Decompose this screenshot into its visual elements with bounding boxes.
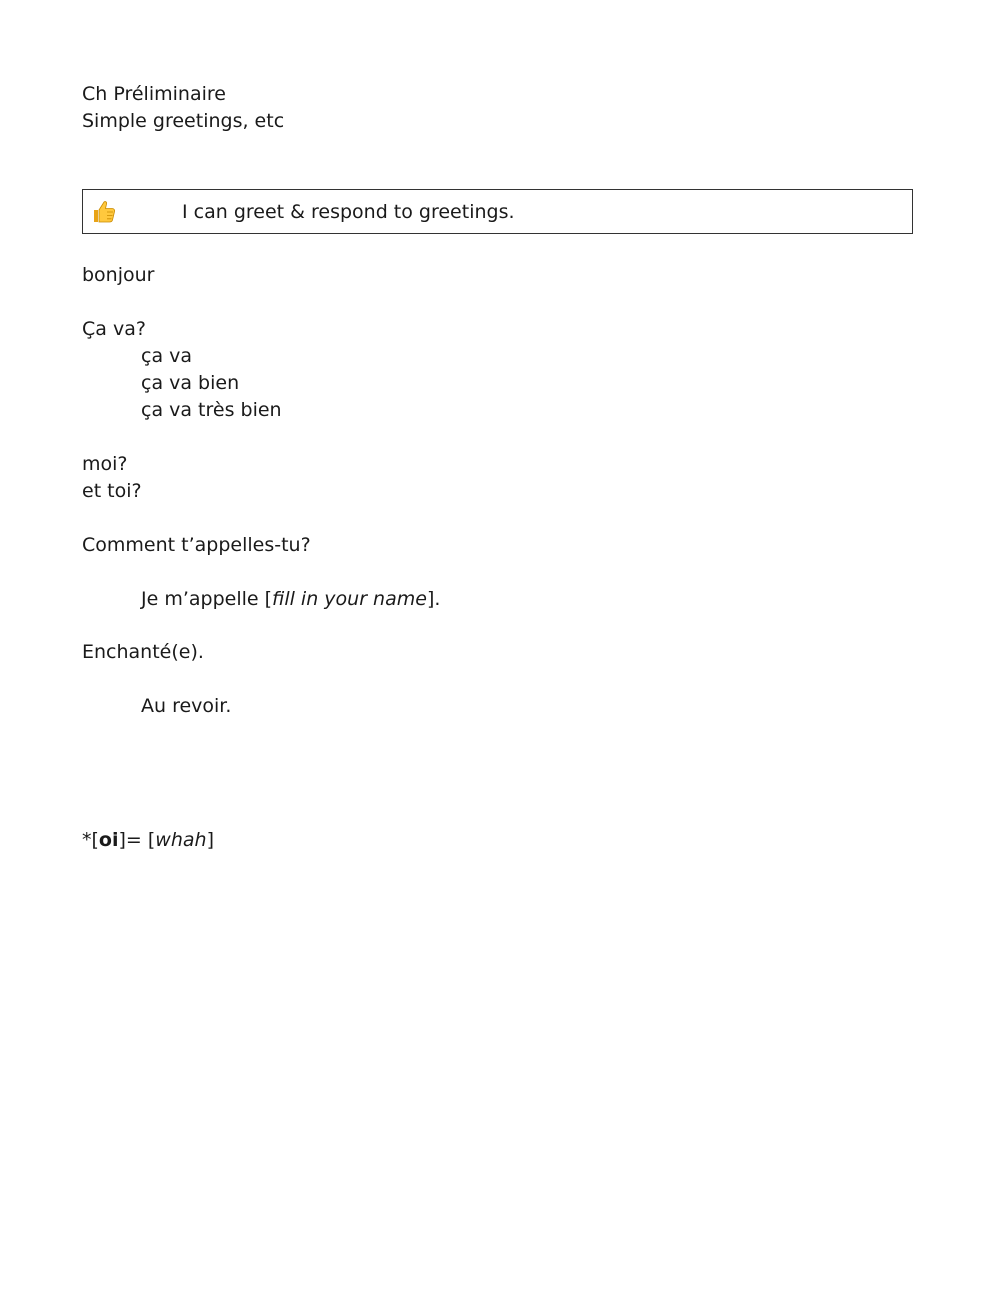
fill-in-name-placeholder: fill in your name [272,588,427,610]
note-middle: ]= [ [118,829,156,851]
pronunciation-note [82,828,214,852]
je-mappelle-prefix: Je m’appelle [ [141,588,273,610]
phrase-enchante: Enchanté(e). [82,641,204,663]
note-italic: whah [155,829,207,851]
response-item: ça va très bien [141,399,282,421]
thumbs-up-icon [91,199,117,225]
response-item: ça va bien [141,372,240,394]
phrase-et-toi: et toi? [82,480,142,502]
learning-goal-text: I can greet & respond to greetings. [182,201,515,223]
phrase-au-revoir: Au revoir. [141,695,232,717]
note-suffix: ] [206,829,214,851]
note-prefix: *[ [82,829,99,851]
phrase-je-mappelle [141,587,440,611]
chapter-subtitle: Simple greetings, etc [82,110,285,132]
note-bold: oi [98,829,119,851]
phrase-bonjour: bonjour [82,264,155,286]
phrase-moi: moi? [82,453,128,475]
je-mappelle-suffix: ]. [426,588,441,610]
response-item: ça va [141,345,193,367]
chapter-title: Ch Préliminaire [82,83,226,105]
learning-goal-box [82,189,913,234]
phrase-comment: Comment t’appelles-tu? [82,534,311,556]
phrase-ca-va-question: Ça va? [82,318,146,340]
